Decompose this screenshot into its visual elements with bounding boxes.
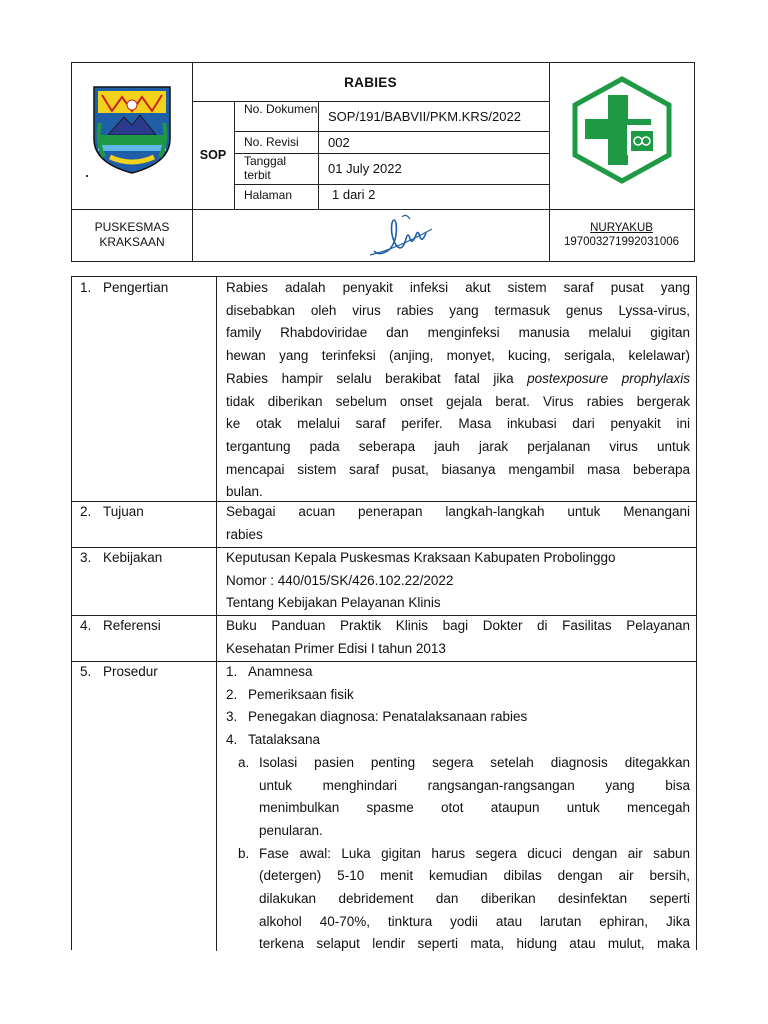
puskesmas-cross-icon — [569, 75, 675, 185]
text-line: tidak diberikan sebelum onset gejala berat. Virus rabies bergerak — [226, 393, 690, 409]
italic-term: postexposure prophylaxis — [527, 370, 691, 386]
sub-list-item-b — [226, 843, 690, 957]
text-line: Buku Panduan Praktik Klinis bagi Dokter di Fasilitas Pelayanan — [226, 618, 690, 633]
sop-content-table — [71, 276, 697, 950]
text-line: dilakukan debridement dan diberikan desinfektan seperti — [259, 891, 690, 907]
list-item — [226, 661, 690, 684]
text-line: Rabies adalah penyakit infeksi akut sistem saraf pusat yang — [226, 280, 690, 295]
text-line: menimbulkan spasme otot ataupun untuk mencegah — [259, 800, 690, 816]
list-text: Tatalaksana — [248, 732, 321, 748]
meta-value-no-revisi: 002 — [328, 135, 350, 150]
list-text: Anamnesa — [248, 664, 313, 679]
signer-block — [549, 209, 694, 261]
list-marker: 2. — [226, 686, 238, 702]
text-line: Tentang Kebijakan Pelayanan Klinis — [226, 595, 441, 611]
text-line: Kesehatan Primer Edisi I tahun 2013 — [226, 640, 446, 656]
list-marker: 1. — [226, 664, 238, 679]
row-label-pengertian — [80, 277, 168, 300]
text-run: Rabies hampir selalu berakibat fatal jika — [226, 370, 528, 386]
document-header — [71, 62, 695, 262]
meta-label-no-revisi: No. Revisi — [244, 135, 299, 149]
meta-value-no-dokumen: SOP/191/BABVII/PKM.KRS/2022 — [328, 109, 521, 124]
text-line — [226, 368, 690, 391]
text-line: tergantung pada seberapa jauh jarak perjalanan virus untuk — [226, 438, 690, 454]
meta-value-halaman: 1 dari 2 — [332, 187, 376, 202]
text-line: terkena selaput lendir seperti mata, hidung atau mulut, maka — [259, 936, 690, 952]
crest-emblem-icon — [88, 83, 176, 175]
row-label-prosedur — [80, 661, 158, 684]
text-line: Isolasi pasien penting segera setelah diagnosis ditegakkan — [259, 754, 690, 770]
meta-label-no-dokumen: No. Dokumen — [244, 102, 318, 116]
meta-value-tanggal-terbit: 01 July 2022 — [328, 161, 402, 176]
row-label-text: Prosedur — [103, 664, 158, 679]
document-title: RABIES — [344, 74, 397, 90]
org-line-2: KRAKSAAN — [99, 235, 165, 249]
logo-dot — [86, 175, 88, 177]
text-line: hewan yang terinfeksi (anjing, monyet, kucing, serigala, kelelawar) — [226, 348, 690, 364]
row-number: 2. — [80, 504, 92, 519]
text-line: family Rhabdoviridae dan menginfeksi manusia melalui gigitan — [226, 325, 690, 341]
referensi-text — [226, 615, 690, 660]
pengertian-text — [226, 277, 690, 504]
row-label-text: Pengertian — [103, 280, 169, 295]
sop-label: SOP — [199, 148, 227, 162]
org-line-1: PUSKESMAS — [94, 220, 170, 234]
kebijakan-text — [226, 547, 690, 615]
list-item — [226, 684, 690, 707]
list-text: Pemeriksaan fisik — [248, 686, 354, 702]
row-label-tujuan — [80, 501, 144, 524]
meta-label-halaman: Halaman — [244, 188, 293, 202]
row-label-kebijakan — [80, 547, 162, 570]
text-line: bulan. — [226, 484, 263, 500]
list-marker: 3. — [226, 709, 238, 725]
text-line: Nomor : 440/015/SK/426.102.22/2022 — [226, 572, 454, 588]
puskesmas-logo — [569, 75, 675, 185]
signer-nip: 197003271992031006 — [563, 236, 680, 248]
row-label-text: Referensi — [103, 618, 161, 633]
signer-name: NURYAKUB — [590, 222, 653, 234]
list-marker: b. — [238, 845, 250, 861]
text-line: mencapai sistem saraf pusat, biasanya mengambil masa beberapa — [226, 461, 690, 477]
sub-list-item-a — [226, 752, 690, 843]
list-item — [226, 706, 690, 729]
list-text: Penegakan diagnosa: Penatalaksanaan rabies — [248, 709, 528, 725]
text-line: ke otak melalui saraf perifer. Masa inkubasi dari penyakit ini — [226, 416, 690, 432]
row-number: 4. — [80, 618, 92, 633]
list-marker: 4. — [226, 732, 238, 748]
regency-crest-logo — [88, 83, 176, 175]
meta-label-tanggal-terbit: Tanggal terbit — [244, 154, 287, 182]
text-line: disebabkan oleh virus rabies yang termasuk genus Lyssa-virus, — [226, 302, 690, 318]
row-number: 3. — [80, 550, 92, 565]
list-marker: a. — [238, 754, 250, 770]
list-item — [226, 729, 690, 752]
row-label-text: Kebijakan — [103, 550, 163, 565]
text-line: Fase awal: Luka gigitan harus segera dicuci dengan air sabun — [259, 845, 690, 861]
text-line: penularan. — [259, 822, 323, 838]
text-line: (detergen) 5-10 menit kemudian dibilas dengan air bersih, — [259, 868, 690, 884]
text-line: untuk menghindari rangsangan-rangsangan yang bisa — [259, 777, 690, 793]
text-line: Keputusan Kepala Puskesmas Kraksaan Kabupaten Probolinggo — [226, 550, 616, 565]
text-line: rabies — [226, 526, 263, 542]
row-number: 1. — [80, 280, 92, 295]
text-line: alkohol 40-70%, tinktura yodii atau larutan ephiran, Jika — [259, 913, 690, 929]
prosedur-text — [226, 661, 690, 956]
row-label-referensi — [80, 615, 161, 638]
row-label-text: Tujuan — [103, 504, 144, 519]
row-number: 5. — [80, 664, 92, 679]
tujuan-text — [226, 501, 690, 546]
organization-name — [72, 209, 192, 261]
text-line: Sebagai acuan penerapan langkah-langkah untuk Menangani — [226, 504, 690, 519]
signature — [366, 209, 438, 261]
signature-scribble-icon — [366, 209, 438, 261]
